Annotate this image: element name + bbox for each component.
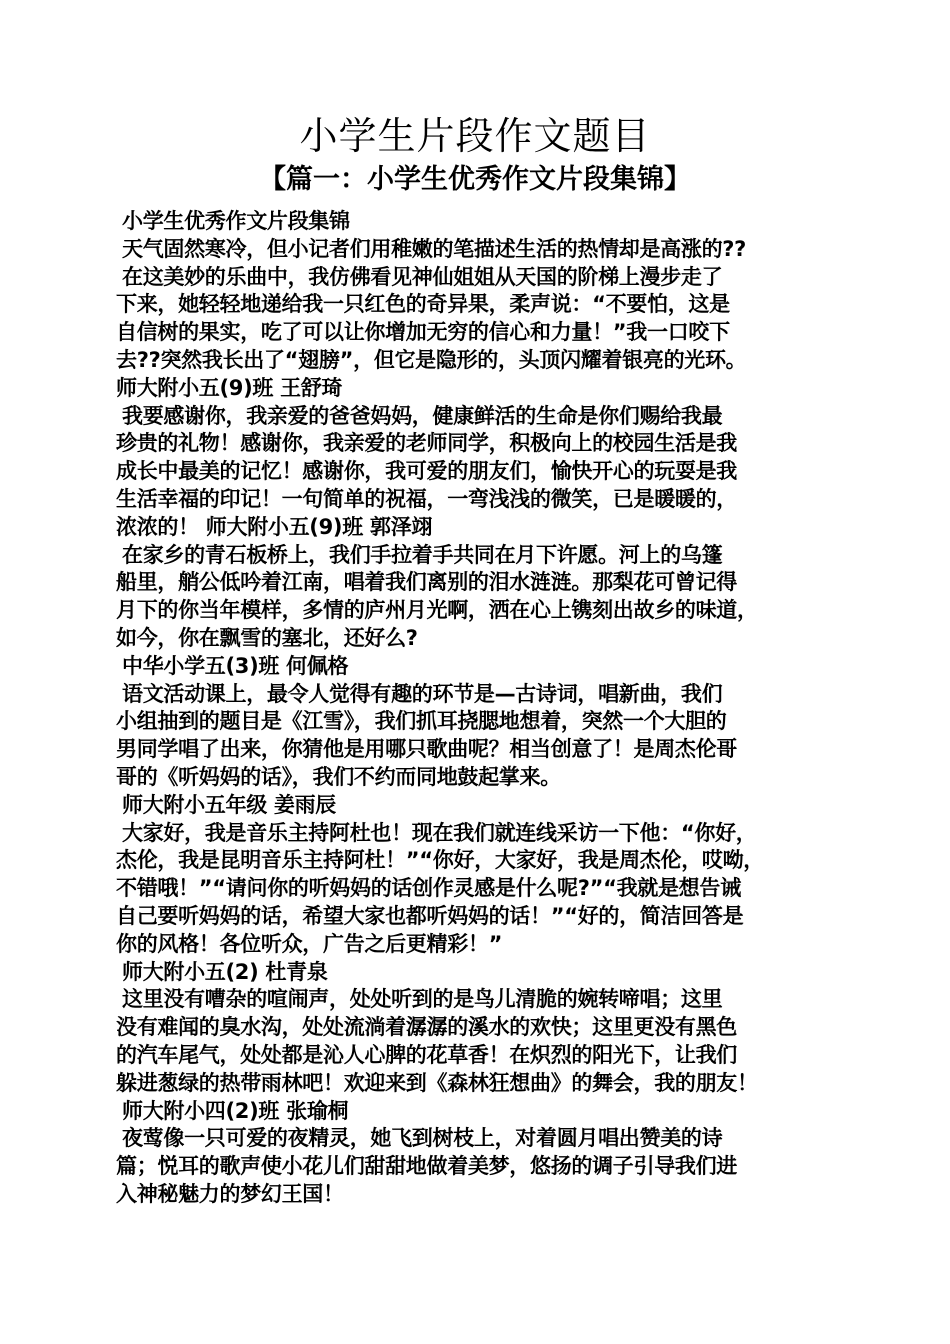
text-line: 大家好，我是音乐主持阿杜也！现在我们就连线采访一下他：“你好， — [122, 820, 757, 845]
text-line: 成长中最美的记忆！感谢你，我可爱的朋友们，愉快开心的玩耍是我 — [116, 459, 737, 484]
text-line: 在这美妙的乐曲中，我仿佛看见神仙姐姐从天国的阶梯上漫步走了 — [122, 264, 723, 289]
text-line: 下来，她轻轻地递给我一只红色的奇异果，柔声说：“不要怕，这是 — [116, 292, 730, 317]
text-line: 浓浓的！ 师大附小五(9)班 郭泽翊 — [116, 514, 433, 539]
text-line: 入神秘魅力的梦幻王国！ — [116, 1181, 344, 1206]
text-line: 语文活动课上，最令人觉得有趣的环节是—古诗词，唱新曲，我们 — [122, 681, 723, 706]
text-line: 夜莺像一只可爱的夜精灵，她飞到树枝上，对着圆月唱出赞美的诗 — [122, 1126, 723, 1151]
text-line: 去??突然我长出了“翅膀”，但它是隐形的，头顶闪耀着银亮的光环。 — [116, 347, 747, 372]
text-line: 自己要听妈妈的话，希望大家也都听妈妈的话！”“好的，简洁回答是 — [116, 903, 744, 928]
text-line: 我要感谢你，我亲爱的爸爸妈妈，健康鲜活的生命是你们赐给我最 — [122, 403, 723, 428]
author-line: 师大附小五(2) 杜青泉 — [122, 959, 328, 984]
document-title: 小学生片段作文题目 — [299, 114, 651, 158]
text-line: 篇；悦耳的歌声使小花儿们甜甜地做着美梦，悠扬的调子引导我们进 — [116, 1154, 737, 1179]
text-line: 哥的《听妈妈的话》，我们不约而同地鼓起掌来。 — [116, 764, 561, 789]
section-heading: 小学生优秀作文片段集锦 — [122, 209, 350, 233]
author-line: 中华小学五(3)班 何佩格 — [122, 653, 349, 678]
text-line: 不错哦！”“请问你的听妈妈的话创作灵感是什么呢?”“我就是想告诫 — [116, 876, 741, 901]
text-line: 的汽车尾气，处处都是沁人心脾的花草香！在炽烈的阳光下，让我们 — [116, 1042, 737, 1067]
text-line: 这里没有嘈杂的喧闹声，处处听到的是鸟儿清脆的婉转啼唱；这里 — [122, 987, 723, 1012]
document-body — [116, 208, 846, 1209]
text-line: 天气固然寒冷，但小记者们用稚嫩的笔描述生活的热情却是高涨的?? — [122, 236, 747, 261]
text-line: 男同学唱了出来，你猜他是用哪只歌曲呢？相当创意了！是周杰伦哥 — [116, 737, 737, 762]
text-line: 船里，艄公低吟着江南，唱着我们离别的泪水涟涟。那梨花可曾记得 — [116, 570, 737, 595]
text-line: 月下的你当年模样，多情的庐州月光啊，洒在心上镌刻出故乡的味道， — [116, 598, 758, 623]
text-line: 小组抽到的题目是《江雪》，我们抓耳挠腮地想着，突然一个大胆的 — [116, 709, 727, 734]
author-line: 师大附小四(2)班 张瑜桐 — [122, 1098, 349, 1123]
text-line: 自信树的果实，吃了可以让你增加无穷的信心和力量！”我一口咬下 — [116, 320, 730, 345]
text-line: 杰伦，我是昆明音乐主持阿杜！”“你好，大家好，我是周杰伦，哎呦， — [116, 848, 765, 873]
text-line: 没有难闻的臭水沟，处处流淌着潺潺的溪水的欢快；这里更没有黑色 — [116, 1015, 737, 1040]
text-line: 在家乡的青石板桥上，我们手拉着手共同在月下许愿。河上的乌篷 — [122, 542, 723, 567]
author-line: 师大附小五年级 姜雨辰 — [122, 792, 337, 817]
text-line: 如今，你在飘雪的塞北，还好么? — [116, 625, 418, 650]
text-line: 生活幸福的印记！一句简单的祝福，一弯浅浅的微笑，已是暖暖的， — [116, 486, 737, 511]
text-line: 珍贵的礼物！感谢你，我亲爱的老师同学，积极向上的校园生活是我 — [116, 431, 737, 456]
text-line: 躲进葱绿的热带雨林吧！欢迎来到《森林狂想曲》的舞会，我的朋友！ — [116, 1070, 758, 1095]
document-subtitle: 【篇一：小学生优秀作文片段集锦】 — [259, 164, 691, 195]
text-line: 你的风格！各位听众，广告之后更精彩！” — [116, 931, 503, 956]
author-line: 师大附小五(9)班 王舒琦 — [116, 375, 343, 400]
